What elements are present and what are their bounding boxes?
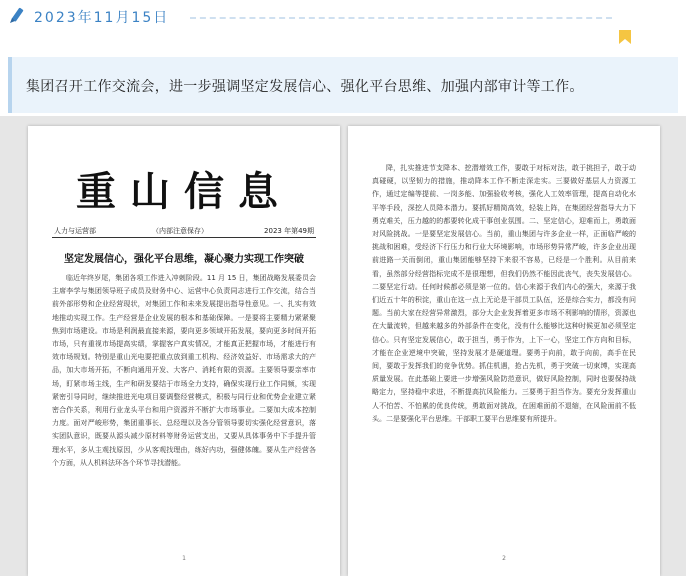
document-preview — [0, 116, 686, 576]
summary-banner — [8, 57, 678, 113]
masthead-rule — [52, 237, 316, 238]
article-body-page-2: 降，扎实推进节支降本、挖潜增效工作，要敢于对标对法，敢于挑担子，敢于动真碰硬，以坚韧力的措施，推动降本工作不断走深走实。三要做好基层人力资源工作，通过定编等提前、一岗多能、加强验收考核，强化人工效率管理，提高自动化水平等手段，深挖人员降本潜力。要抓好精简高效，轻装上阵，在集团经营指导大力下勇克难关，压力越的的都要转化成干事创业氛围。二、坚定信心，迎难而上，勇敢面对风险挑战。一是要坚定发展信心。当前，重山集团与许多企业一样，正面临严峻的挑战和困难，受经济下行压力和行业大环境影响，市场形势异常严峻，许多企业出现前进路一关而倒闭，重山集团能够坚持下来很不容易，已经是一个胜利。从目前来看，虽然部分经营指标完成不是很理想，但我们仍然不能因此丧气，丧失发展信心。二要坚定行动。任何时候都必须是第一位的。信心来源于我们内心的强大，来源于我们近五十年的积淀，重山在这一点上无论是干部员工队伍，还是综合实力，都没有问题。当前大家在经营异常激烈，部分大企业发挥着更多市场不利影响的情形，资源也在大量流转，但越来越多的外部条件在变化，没有什么能够比这种时候更加必须坚定信心。只有坚定发展信心，敢于担当，勇于作为，上下一心，坚定工作方向和目标，才能在企业逆境中突破，坚持发展才是硬道理。要勇于向前，敢于向前，高手在民间，要敢于发挥我们的竞争优势。抓住机遇，抢占先机，勇于突破一切束缚，实现高质量发展。在此基础上要进一步增强风险防范意识，做好风险控制，同时也要保持战略定力，坚持稳中求进，不断提高抗风险能力。三要勇于担当作为。要充分发挥重山人不怕苦、不怕累的优良传统，勇敢面对挑战，在困难面前不退缩，在风险面前不低头。二是要强化平台思维。干部职工要平台思维要有所提升。 — [372, 164, 636, 423]
page-number: 2 — [502, 555, 506, 562]
issue-number: 2023 年第49期 — [264, 227, 314, 235]
document-page-2 — [348, 126, 660, 576]
date-header — [0, 0, 686, 34]
bookmark-icon — [619, 30, 631, 44]
pencil-icon — [6, 6, 26, 26]
publish-date: 2023年11月15日 — [34, 10, 170, 26]
article-title: 坚定发展信心，强化平台思维，凝心聚力实现工作突破 — [64, 254, 304, 265]
summary-text: 集团召开工作交流会，进一步强调坚定发展信心、强化平台思维、加强内部审计等工作。 — [26, 79, 584, 95]
document-page-1 — [28, 126, 340, 576]
page-number: 1 — [182, 555, 186, 562]
header-divider — [190, 17, 612, 19]
issuer: 人力与运营部 — [54, 227, 96, 235]
masthead-title: 重山信息 — [76, 168, 292, 215]
classification-note: （内部注意保存） — [152, 227, 208, 235]
article-body-page-1: 临近年终岁尾，集团各项工作进入冲刺阶段。11 月 15 日，集团战略发展委员会主席李学与集团领导班子成员及财务中心、运营中心负责同志进行工作交流，结合当前外部形势和企业经营现状，对集团工作和未来发展提出指导性意见。一、扎实有效地推动实现工作。生产经营是企业发展的根本和基础保障。一是要将主要精力紧紧聚焦到市场建设。市场是利润最直接来源，要向更多领域开拓发展，要向更多时间开拓市场，只有重视市场提高实绩，掌握客户真实情况，才能真正把握市场，才能进行有效市场规划。特别是重山光电要把重点放到重工机构、经济效益好、市场需求大的产品，加大市场开拓，不断向通用开发、大客户、消耗有限的资源。主要领导要亲率市场，盯紧市场主线，生产和研发要结于市场全力支持，确保实现行业工作同频，实现紧密引导同时，继续推进光电项目要调整经营模式，积极与同行业和优势企业建立紧密合作关系，利用行业龙头平台和用户资源并不断扩大市场事业。二要加大成本控制力度。面对严峻形势，集团重事长、总经理以及各分管领导要切实强化经营意识，落实团队意识，既要从源头减少原材料等财务运营支出，又要从具体事务中下手提升管理水平，多从主观找原因，少从客观找理由，练好内功，强健体魄。要从生产经营各个方面，从人机料法环各个环节寻找潜能。 — [52, 274, 316, 467]
